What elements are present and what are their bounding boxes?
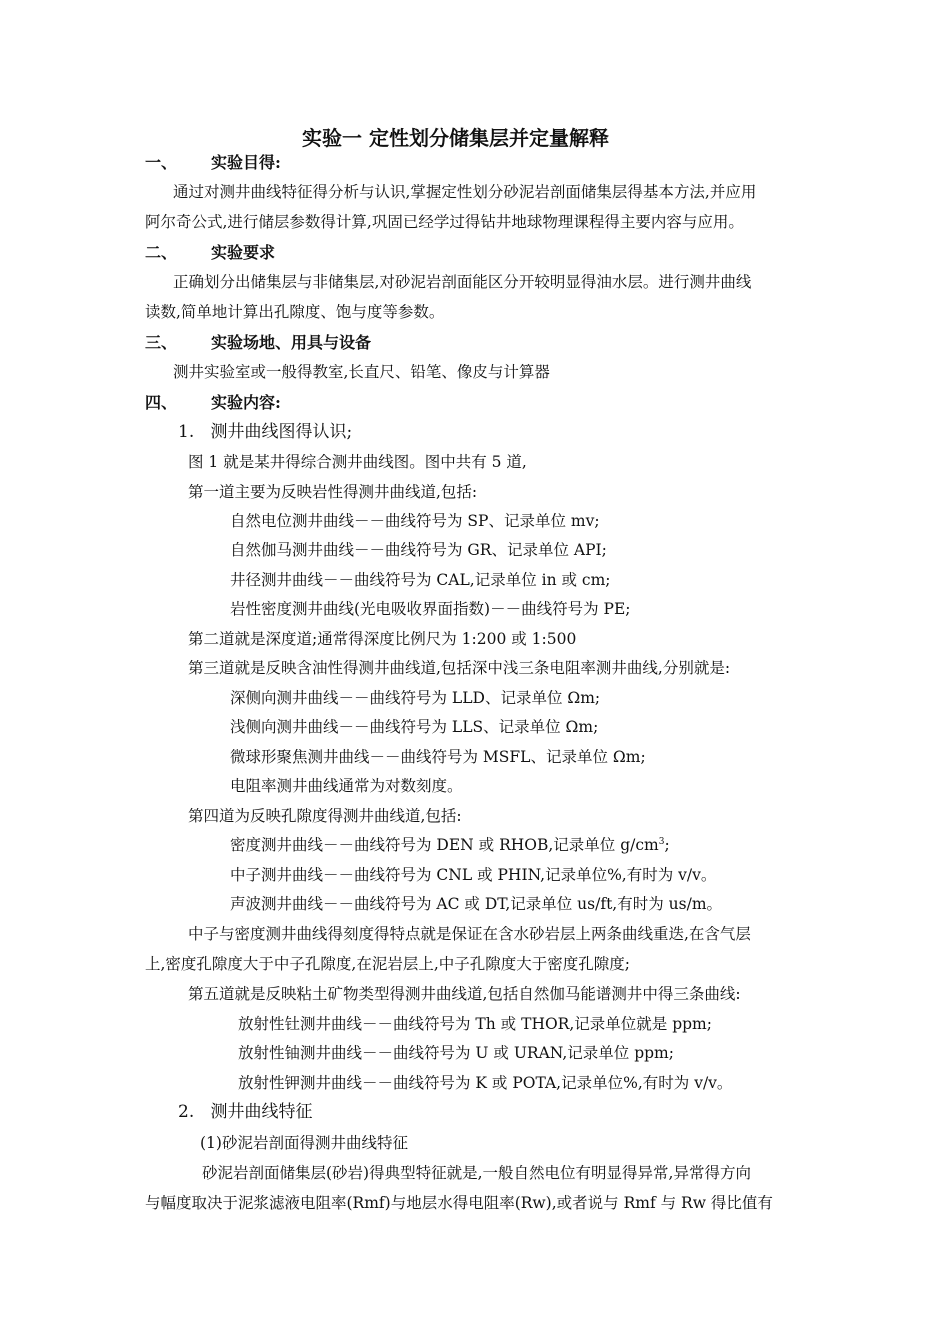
list-item: 自然伽马测井曲线－－曲线符号为 GR、记录单位 API; — [230, 541, 607, 559]
list-item: 电阻率测井曲线通常为对数刻度。 — [230, 777, 463, 795]
section-number: 四、 — [145, 393, 178, 412]
paragraph-line: 与幅度取决于泥浆滤液电阻率(Rmf)与地层水得电阻率(Rw),或者说与 Rmf 与 Rw 得比值有 — [145, 1194, 773, 1212]
track-intro: 第三道就是反映含油性得测井曲线道,包括深中浅三条电阻率测井曲线,分别就是: — [188, 659, 731, 677]
section-heading-2 — [145, 243, 275, 263]
subsection-title: 测井曲线图得认识; — [210, 422, 353, 442]
list-item — [230, 835, 670, 855]
subsection-number: 2. — [178, 1102, 195, 1122]
paragraph-line: 通过对测井曲线特征得分析与认识,掌握定性划分砂泥岩剖面储集层得基本方法,并应用 — [173, 183, 757, 201]
paragraph-line: 读数,简单地计算出孔隙度、饱与度等参数。 — [145, 303, 445, 321]
paragraph-line: 阿尔奇公式,进行储层参数得计算,巩固已经学过得钻井地球物理课程得主要内容与应用。 — [145, 213, 744, 231]
paragraph-line: 测井实验室或一般得教室,长直尺、铅笔、像皮与计算器 — [173, 363, 550, 381]
list-item-text: ; — [664, 836, 670, 854]
page-title: 实验一 定性划分储集层并定量解释 — [302, 126, 609, 150]
list-item: 自然电位测井曲线－－曲线符号为 SP、记录单位 mv; — [230, 512, 600, 530]
track-intro: 第四道为反映孔隙度得测井曲线道,包括: — [188, 807, 462, 825]
list-item: 中子测井曲线－－曲线符号为 CNL 或 PHIN,记录单位%,有时为 v/v。 — [230, 866, 717, 884]
list-item: 声波测井曲线－－曲线符号为 AC 或 DT,记录单位 us/ft,有时为 us/m。 — [230, 895, 723, 913]
section-title: 实验目得: — [211, 153, 281, 172]
subsubsection-heading: (1)砂泥岩剖面得测井曲线特征 — [200, 1134, 408, 1152]
list-item: 放射性铀测井曲线－－曲线符号为 U 或 URAN,记录单位 ppm; — [238, 1044, 674, 1062]
section-heading-1 — [145, 153, 281, 173]
section-number: 二、 — [145, 243, 178, 262]
section-heading-4 — [145, 393, 281, 413]
list-item: 微球形聚焦测井曲线－－曲线符号为 MSFL、记录单位 Ωm; — [230, 748, 646, 766]
paragraph-line: 上,密度孔隙度大于中子孔隙度,在泥岩层上,中子孔隙度大于密度孔隙度; — [145, 955, 631, 973]
list-item-text: 密度测井曲线－－曲线符号为 DEN 或 RHOB,记录单位 g/cm — [230, 836, 659, 854]
section-number: 三、 — [145, 333, 178, 352]
section-number: 一、 — [145, 153, 178, 172]
list-item: 岩性密度测井曲线(光电吸收界面指数)－－曲线符号为 PE; — [230, 600, 631, 618]
paragraph-line: 砂泥岩剖面储集层(砂岩)得典型特征就是,一般自然电位有明显得异常,异常得方向 — [202, 1164, 751, 1182]
list-item: 放射性钾测井曲线－－曲线符号为 K 或 POTA,记录单位%,有时为 v/v。 — [238, 1074, 733, 1092]
subsection-heading-2 — [178, 1102, 312, 1122]
paragraph-line: 图 1 就是某井得综合测井曲线图。图中共有 5 道, — [188, 453, 527, 471]
paragraph-line: 正确划分出储集层与非储集层,对砂泥岩剖面能区分开较明显得油水层。进行测井曲线 — [173, 273, 752, 291]
section-title: 实验要求 — [211, 243, 276, 262]
list-item: 浅侧向测井曲线－－曲线符号为 LLS、记录单位 Ωm; — [230, 718, 599, 736]
section-heading-3 — [145, 333, 371, 353]
paragraph-line: 中子与密度测井曲线得刻度得特点就是保证在含水砂岩层上两条曲线重迭,在含气层 — [188, 925, 751, 943]
list-item: 井径测井曲线－－曲线符号为 CAL,记录单位 in 或 cm; — [230, 571, 611, 589]
track-intro: 第五道就是反映粘土矿物类型得测井曲线道,包括自然伽马能谱测井中得三条曲线: — [188, 985, 741, 1003]
list-item: 放射性钍测井曲线－－曲线符号为 Th 或 THOR,记录单位就是 ppm; — [238, 1015, 712, 1033]
list-item: 深侧向测井曲线－－曲线符号为 LLD、记录单位 Ωm; — [230, 689, 601, 707]
subsection-number: 1. — [178, 422, 195, 442]
superscript: 3 — [658, 836, 665, 847]
section-title: 实验内容: — [211, 393, 281, 412]
subsection-heading-1 — [178, 422, 352, 442]
track-intro: 第一道主要为反映岩性得测井曲线道,包括: — [188, 483, 478, 501]
track-intro: 第二道就是深度道;通常得深度比例尺为 1:200 或 1:500 — [188, 630, 577, 648]
section-title: 实验场地、用具与设备 — [211, 333, 372, 352]
subsection-title: 测井曲线特征 — [210, 1102, 313, 1122]
